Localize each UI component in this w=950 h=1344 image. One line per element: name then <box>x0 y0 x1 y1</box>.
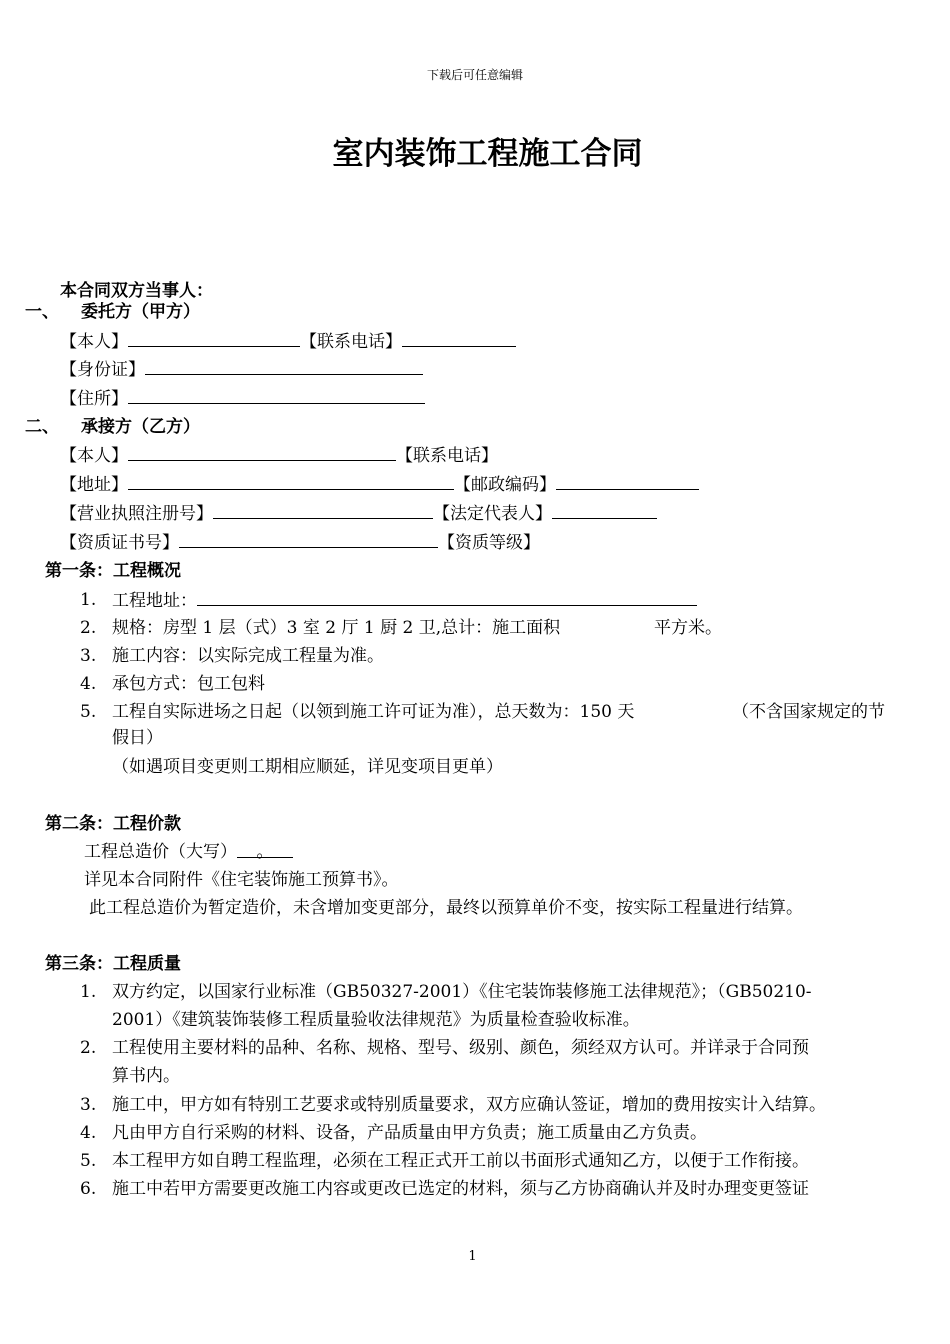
item-text-suffix: 平方米。 <box>654 618 722 638</box>
party-a-heading <box>25 301 200 323</box>
party-b-number: 二、 <box>25 417 59 437</box>
item-number: 1. <box>80 590 97 610</box>
party-a-phone-field[interactable] <box>402 330 516 347</box>
item-number: 1. <box>80 982 97 1002</box>
party-b-license-row <box>60 502 657 525</box>
party-b-label: 承接方（乙方） <box>81 417 200 437</box>
item-text: 规格：房型 1 层（式）3 室 2 厅 1 厨 2 卫,总计：施工面积 <box>112 618 561 638</box>
header-note: 下载后可任意编辑 <box>426 68 523 82</box>
item-number: 2. <box>80 618 97 638</box>
item-text: 工程地址： <box>112 589 697 612</box>
item-number: 5. <box>80 702 97 722</box>
party-a-id-field[interactable] <box>145 358 423 375</box>
item-text: 本工程甲方如自聘工程监理，必须在工程正式开工前以书面形式通知乙方，以便于工作衔接。 <box>112 1151 809 1171</box>
party-a-address-label: 【住所】 <box>60 389 128 409</box>
party-a-phone-label: 【联系电话】 <box>300 332 402 352</box>
article-3-heading: 第三条：工程质量 <box>45 954 181 974</box>
party-b-name-row <box>60 444 498 467</box>
party-a-number: 一、 <box>25 302 59 322</box>
party-a-address-field[interactable] <box>128 387 425 404</box>
party-a-id-label: 【身份证】 <box>60 360 145 380</box>
party-b-name-field[interactable] <box>128 444 396 461</box>
party-a-id-row <box>60 358 423 381</box>
party-b-cert-label: 【资质证书号】 <box>60 533 179 553</box>
party-b-license-label: 【营业执照注册号】 <box>60 504 213 524</box>
item-number: 5. <box>80 1151 97 1171</box>
total-price-label: 工程总造价（大写） <box>84 842 237 862</box>
party-a-name-field[interactable] <box>128 330 300 347</box>
item-number: 6. <box>80 1179 97 1199</box>
item-text: 凡由甲方自行采购的材料、设备，产品质量由甲方负责；施工质量由乙方负责。 <box>112 1123 707 1143</box>
party-b-grade-label: 【资质等级】 <box>438 533 540 553</box>
item-text: 承包方式：包工包料 <box>112 674 265 694</box>
item-number: 2. <box>80 1038 97 1058</box>
item-text: 施工中，甲方如有特别工艺要求或特别质量要求，双方应确认签证，增加的费用按实计入结算。 <box>112 1095 826 1115</box>
article-1-item-5-cont: 假日） <box>112 728 163 748</box>
document-title: 室内装饰工程施工合同 <box>332 136 643 172</box>
party-b-phone-label: 【联系电话】 <box>396 446 498 466</box>
article-2-line-2: 详见本合同附件《住宅装饰施工预算书》。 <box>84 870 399 890</box>
party-b-cert-field[interactable] <box>179 531 438 548</box>
item-text-suffix: （不含国家规定的节 <box>732 702 885 722</box>
party-a-label: 委托方（甲方） <box>81 302 200 322</box>
total-price-row <box>84 841 293 863</box>
item-text: 施工中若甲方需要更改施工内容或更改已选定的材料，须与乙方协商确认并及时办理变更签证 <box>112 1179 809 1199</box>
party-b-address-label: 【地址】 <box>60 475 128 495</box>
project-address-field[interactable] <box>197 589 697 606</box>
party-a-address-row <box>60 387 425 410</box>
party-b-postcode-field[interactable] <box>556 473 699 490</box>
article-2-heading: 第二条：工程价款 <box>45 814 181 834</box>
item-text: 工程自实际进场之日起（以领到施工许可证为准），总天数为：150 天 <box>112 702 635 722</box>
item-number: 4. <box>80 674 97 694</box>
party-b-address-row <box>60 473 699 496</box>
item-number: 3. <box>80 1095 97 1115</box>
party-a-name-label: 【本人】 <box>60 332 128 352</box>
article-3-item-2-cont: 算书内。 <box>112 1066 180 1086</box>
party-b-name-label: 【本人】 <box>60 446 128 466</box>
party-b-address-field[interactable] <box>128 473 454 490</box>
party-b-license-field[interactable] <box>213 502 433 519</box>
article-3-item-1-cont: 2001）《建筑装饰装修工程质量验收法律规范》为质量检查验收标准。 <box>112 1010 640 1030</box>
item-number: 3. <box>80 646 97 666</box>
party-b-postcode-label: 【邮政编码】 <box>454 475 556 495</box>
item-number: 4. <box>80 1123 97 1143</box>
party-b-legal-rep-field[interactable] <box>552 502 657 519</box>
item-text: 工程使用主要材料的品种、名称、规格、型号、级别、颜色，须经双方认可。并详录于合同预 <box>112 1038 809 1058</box>
article-1-note: （如遇项目变更则工期相应顺延，详见变项目更单） <box>112 757 503 777</box>
item-text: 双方约定，以国家行业标准（GB50327-2001）《住宅装饰装修施工法律规范》；（GB50210- <box>112 982 812 1002</box>
parties-heading: 本合同双方当事人： <box>60 281 213 301</box>
party-b-legal-rep-label: 【法定代表人】 <box>433 504 552 524</box>
party-b-heading <box>25 416 200 438</box>
party-a-name-row <box>60 330 516 353</box>
article-1-heading: 第一条：工程概况 <box>45 561 181 581</box>
page-number: 1 <box>468 1249 477 1264</box>
total-price-field[interactable]: 。 <box>237 841 293 858</box>
article-2-line-3: 此工程总造价为暂定造价，未含增加变更部分，最终以预算单价不变，按实际工程量进行结算。 <box>89 898 803 918</box>
item-text: 施工内容：以实际完成工程量为准。 <box>112 646 384 666</box>
party-b-cert-row <box>60 531 540 554</box>
